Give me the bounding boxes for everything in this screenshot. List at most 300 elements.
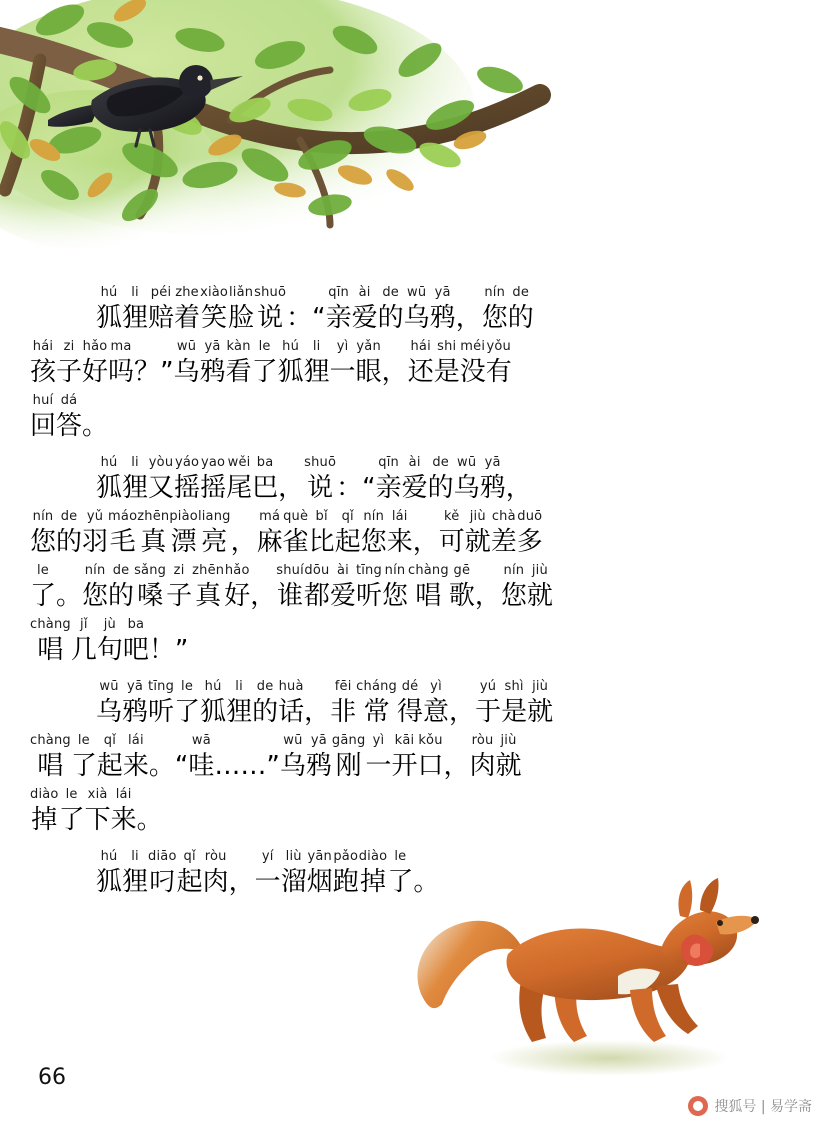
hanzi: 意 bbox=[423, 697, 450, 727]
character-cell bbox=[475, 563, 501, 613]
pinyin: jù bbox=[103, 617, 117, 632]
hanzi: 掉 bbox=[360, 867, 387, 897]
hanzi: 毛 bbox=[109, 527, 136, 557]
character-cell bbox=[387, 509, 413, 559]
character-cell bbox=[278, 455, 304, 505]
pinyin: li bbox=[235, 679, 243, 694]
character-cell bbox=[304, 563, 330, 613]
pinyin: de bbox=[382, 285, 399, 300]
pinyin: jǐ bbox=[80, 617, 88, 632]
hanzi: 多 bbox=[516, 527, 543, 557]
hanzi: 乌 bbox=[279, 751, 306, 781]
character-cell bbox=[304, 455, 336, 505]
character-cell bbox=[439, 509, 465, 559]
pinyin: tīng bbox=[355, 563, 382, 578]
character-cell bbox=[224, 563, 250, 613]
hanzi: 亲 bbox=[325, 303, 352, 333]
character-cell bbox=[30, 339, 56, 389]
pinyin: liang bbox=[197, 509, 231, 524]
pinyin: tīng bbox=[148, 679, 175, 694]
hanzi: 看 bbox=[225, 357, 252, 387]
character-cell bbox=[148, 679, 174, 729]
pinyin: yā bbox=[204, 339, 221, 354]
pinyin: wū bbox=[407, 285, 427, 300]
pinyin: jiù bbox=[531, 563, 548, 578]
pinyin: lái bbox=[128, 733, 144, 748]
pinyin: qīn bbox=[328, 285, 349, 300]
hanzi: 狐 bbox=[200, 697, 227, 727]
character-cell bbox=[506, 455, 532, 505]
character-cell bbox=[108, 563, 134, 613]
hanzi: 羽 bbox=[82, 527, 109, 557]
pinyin: ròu bbox=[204, 849, 227, 864]
hanzi: 又 bbox=[148, 473, 175, 503]
pinyin: ròu bbox=[471, 733, 494, 748]
character-cell bbox=[283, 509, 309, 559]
pinyin: gāng bbox=[331, 733, 366, 748]
pinyin: wěi bbox=[227, 455, 251, 470]
character-cell bbox=[200, 679, 226, 729]
hanzi: ， bbox=[443, 751, 470, 781]
hanzi: 就 bbox=[464, 527, 491, 557]
hanzi: ……” bbox=[214, 751, 280, 781]
pinyin: yā bbox=[126, 679, 144, 694]
hanzi: 一 bbox=[329, 357, 356, 387]
pinyin: liǎn bbox=[228, 285, 254, 300]
hanzi: 摇 bbox=[200, 473, 227, 503]
pinyin: le bbox=[37, 563, 50, 578]
pinyin: li bbox=[131, 285, 139, 300]
hanzi: ， bbox=[278, 473, 305, 503]
character-cell bbox=[276, 563, 304, 613]
hanzi: 口 bbox=[417, 751, 444, 781]
hanzi: 乌 bbox=[96, 697, 123, 727]
pinyin: le bbox=[258, 339, 271, 354]
hanzi: 比 bbox=[308, 527, 335, 557]
page-number: 66 bbox=[38, 1065, 66, 1090]
character-cell bbox=[97, 733, 123, 783]
pinyin: yì bbox=[430, 679, 442, 694]
character-cell bbox=[465, 509, 491, 559]
pinyin: zhe bbox=[175, 285, 199, 300]
hanzi: 非 bbox=[330, 697, 357, 727]
hanzi: ， bbox=[474, 581, 501, 611]
hanzi: 唱 bbox=[415, 581, 442, 611]
pinyin: yǎn bbox=[356, 339, 381, 354]
pinyin: diào bbox=[30, 787, 59, 802]
hanzi: 起 bbox=[334, 527, 361, 557]
character-cell bbox=[228, 285, 254, 335]
hanzi: 。“ bbox=[148, 751, 189, 781]
hanzi: 乌 bbox=[403, 303, 430, 333]
hanzi: 您 bbox=[30, 527, 57, 557]
hanzi: 脸 bbox=[228, 303, 255, 333]
pinyin: sǎng bbox=[134, 563, 167, 578]
hanzi: 爱 bbox=[401, 473, 428, 503]
pinyin: le bbox=[77, 733, 90, 748]
pinyin: ài bbox=[336, 563, 349, 578]
pinyin: zhēn bbox=[192, 563, 225, 578]
hanzi: ， bbox=[230, 527, 257, 557]
pinyin: ài bbox=[358, 285, 371, 300]
hanzi: 狸 bbox=[122, 303, 149, 333]
text-line bbox=[30, 679, 770, 729]
hanzi: 于 bbox=[475, 697, 502, 727]
character-cell bbox=[198, 509, 231, 559]
character-cell bbox=[137, 509, 169, 559]
hanzi: 说 bbox=[307, 473, 334, 503]
character-cell bbox=[307, 849, 333, 899]
character-cell bbox=[359, 849, 388, 899]
hanzi: ， bbox=[449, 697, 476, 727]
hanzi: 着 bbox=[174, 303, 201, 333]
pinyin: yǒu bbox=[486, 339, 511, 354]
hanzi: 您 bbox=[360, 527, 387, 557]
pinyin: chàng bbox=[30, 617, 71, 632]
hanzi: 好 bbox=[82, 357, 109, 387]
character-cell bbox=[203, 849, 229, 899]
character-cell bbox=[378, 285, 404, 335]
pinyin: wū bbox=[457, 455, 477, 470]
character-cell bbox=[280, 733, 306, 783]
hanzi: ：“ bbox=[336, 473, 376, 503]
character-cell bbox=[257, 509, 283, 559]
character-cell bbox=[30, 393, 56, 443]
pinyin: wū bbox=[99, 679, 119, 694]
pinyin: li bbox=[131, 455, 139, 470]
character-cell bbox=[56, 509, 82, 559]
hanzi: 一 bbox=[254, 867, 281, 897]
pinyin: wū bbox=[283, 733, 303, 748]
character-cell bbox=[402, 455, 428, 505]
character-cell bbox=[482, 285, 508, 335]
pinyin: nín bbox=[84, 563, 106, 578]
pinyin: yí bbox=[261, 849, 274, 864]
character-cell bbox=[254, 285, 286, 335]
character-cell bbox=[430, 285, 456, 335]
text-line bbox=[30, 393, 770, 443]
hanzi: 鸦 bbox=[199, 357, 226, 387]
hanzi: 眼 bbox=[355, 357, 382, 387]
character-cell bbox=[30, 563, 56, 613]
hanzi: ， bbox=[381, 357, 408, 387]
pinyin: chàng bbox=[30, 733, 71, 748]
hanzi: 真 bbox=[195, 581, 222, 611]
pinyin: méi bbox=[460, 339, 486, 354]
pinyin: qīn bbox=[378, 455, 399, 470]
pinyin: piào bbox=[169, 509, 198, 524]
character-cell bbox=[122, 285, 148, 335]
hanzi: 乌 bbox=[453, 473, 480, 503]
pinyin: nín bbox=[32, 509, 54, 524]
character-cell bbox=[449, 679, 475, 729]
pinyin: yā bbox=[310, 733, 327, 748]
hanzi: ， bbox=[412, 527, 439, 557]
hanzi: ！” bbox=[148, 635, 189, 665]
hanzi: 还 bbox=[407, 357, 434, 387]
hanzi: 了 bbox=[174, 697, 201, 727]
character-cell bbox=[501, 679, 527, 729]
hanzi: ， bbox=[228, 867, 255, 897]
pinyin: yān bbox=[307, 849, 332, 864]
pinyin: xiào bbox=[200, 285, 229, 300]
pinyin: li bbox=[131, 849, 139, 864]
hanzi: 麻 bbox=[256, 527, 283, 557]
pinyin: chà bbox=[491, 509, 516, 524]
hanzi: 了 bbox=[251, 357, 278, 387]
character-cell bbox=[449, 563, 475, 613]
lesson-text-body bbox=[30, 285, 770, 911]
text-line bbox=[30, 563, 770, 613]
pinyin: bǐ bbox=[315, 509, 328, 524]
character-cell bbox=[330, 339, 356, 389]
pinyin: lái bbox=[391, 509, 408, 524]
character-cell bbox=[82, 339, 108, 389]
hanzi: 笑 bbox=[201, 303, 228, 333]
character-cell bbox=[496, 733, 522, 783]
pinyin: nín bbox=[384, 563, 406, 578]
character-cell bbox=[413, 849, 439, 899]
pinyin: shuō bbox=[304, 455, 337, 470]
pinyin: le bbox=[394, 849, 407, 864]
character-cell bbox=[408, 563, 449, 613]
pinyin: pǎo bbox=[333, 849, 359, 864]
pinyin: hǎo bbox=[82, 339, 108, 354]
hanzi: 常 bbox=[363, 697, 390, 727]
pinyin: péi bbox=[150, 285, 172, 300]
character-cell bbox=[231, 509, 257, 559]
pinyin: má bbox=[259, 509, 281, 524]
character-cell bbox=[96, 849, 122, 899]
character-cell bbox=[149, 617, 188, 667]
pinyin: yā bbox=[434, 285, 451, 300]
paragraph bbox=[30, 679, 770, 837]
character-cell bbox=[397, 679, 423, 729]
character-cell bbox=[174, 339, 200, 389]
pinyin: fēi bbox=[334, 679, 352, 694]
pinyin: liù bbox=[285, 849, 302, 864]
hanzi: 子 bbox=[56, 357, 83, 387]
hanzi: 没 bbox=[459, 357, 486, 387]
character-cell bbox=[148, 849, 177, 899]
text-line bbox=[30, 509, 770, 559]
pinyin: kàn bbox=[226, 339, 251, 354]
character-cell bbox=[188, 733, 214, 783]
pinyin: zhēn bbox=[137, 509, 170, 524]
character-cell bbox=[56, 393, 82, 443]
character-cell bbox=[252, 679, 278, 729]
pinyin: yā bbox=[484, 455, 501, 470]
pinyin: duō bbox=[517, 509, 543, 524]
character-cell bbox=[30, 787, 59, 837]
character-cell bbox=[200, 455, 226, 505]
character-cell bbox=[174, 285, 200, 335]
character-cell bbox=[122, 849, 148, 899]
hanzi: ， bbox=[250, 581, 277, 611]
pinyin: hú bbox=[204, 679, 222, 694]
character-cell bbox=[71, 733, 97, 783]
hanzi: 下 bbox=[84, 805, 111, 835]
pinyin: kǒu bbox=[418, 733, 443, 748]
hanzi: 雀 bbox=[282, 527, 309, 557]
character-cell bbox=[134, 339, 173, 389]
character-cell bbox=[376, 455, 402, 505]
hanzi: 答 bbox=[56, 411, 83, 441]
hanzi: 鸦 bbox=[479, 473, 506, 503]
hanzi: 来 bbox=[110, 805, 137, 835]
character-cell bbox=[382, 563, 408, 613]
hanzi: 的 bbox=[252, 697, 279, 727]
hanzi: 吗 bbox=[108, 357, 135, 387]
character-cell bbox=[501, 563, 527, 613]
pinyin: gē bbox=[453, 563, 471, 578]
pinyin: yǔ bbox=[86, 509, 104, 524]
hanzi: 狐 bbox=[96, 303, 123, 333]
hanzi: ， bbox=[304, 697, 331, 727]
character-cell bbox=[200, 339, 226, 389]
hanzi: 肉 bbox=[202, 867, 229, 897]
character-cell bbox=[330, 563, 356, 613]
hanzi: 肉 bbox=[469, 751, 496, 781]
pinyin: hú bbox=[100, 849, 118, 864]
hanzi: 狸 bbox=[303, 357, 330, 387]
character-cell bbox=[508, 285, 534, 335]
character-cell bbox=[330, 679, 356, 729]
character-cell bbox=[391, 733, 417, 783]
character-cell bbox=[417, 733, 443, 783]
hanzi: 狐 bbox=[277, 357, 304, 387]
hanzi: 可 bbox=[438, 527, 465, 557]
hanzi: 狸 bbox=[226, 697, 253, 727]
character-cell bbox=[149, 733, 188, 783]
hanzi: 。 bbox=[56, 581, 83, 611]
paragraph bbox=[30, 455, 770, 667]
character-cell bbox=[527, 563, 553, 613]
hanzi: 子 bbox=[166, 581, 193, 611]
character-cell bbox=[255, 849, 281, 899]
character-cell bbox=[200, 285, 228, 335]
hanzi: 您 bbox=[381, 581, 408, 611]
pinyin: ma bbox=[110, 339, 132, 354]
hanzi: 了 bbox=[30, 581, 57, 611]
character-cell bbox=[122, 679, 148, 729]
text-line bbox=[30, 455, 770, 505]
character-cell bbox=[226, 679, 252, 729]
pinyin: nín bbox=[363, 509, 385, 524]
pinyin: xià bbox=[87, 787, 108, 802]
pinyin: hái bbox=[410, 339, 431, 354]
hanzi: ， bbox=[455, 303, 482, 333]
hanzi: 得 bbox=[397, 697, 424, 727]
hanzi: 就 bbox=[526, 581, 553, 611]
paragraph bbox=[30, 849, 770, 899]
hanzi: 吧 bbox=[122, 635, 149, 665]
character-cell bbox=[30, 733, 71, 783]
pinyin: kě bbox=[444, 509, 460, 524]
pinyin: de bbox=[256, 679, 274, 694]
hanzi: 了 bbox=[58, 805, 85, 835]
hanzi: 鸦 bbox=[122, 697, 149, 727]
pinyin: dá bbox=[60, 393, 78, 408]
pinyin: dé bbox=[401, 679, 419, 694]
pinyin: yòu bbox=[148, 455, 174, 470]
hanzi: 的 bbox=[377, 303, 404, 333]
character-cell bbox=[443, 733, 469, 783]
pinyin: cháng bbox=[356, 679, 398, 694]
character-cell bbox=[122, 455, 148, 505]
hanzi: 狐 bbox=[96, 473, 123, 503]
pinyin: lái bbox=[115, 787, 132, 802]
character-cell bbox=[123, 733, 149, 783]
hanzi: 尾 bbox=[226, 473, 253, 503]
character-cell bbox=[475, 679, 501, 729]
hanzi: 巴 bbox=[252, 473, 279, 503]
hanzi: 真 bbox=[140, 527, 167, 557]
character-cell bbox=[423, 679, 449, 729]
hanzi: 。 bbox=[413, 867, 440, 897]
pinyin: le bbox=[181, 679, 194, 694]
character-cell bbox=[134, 563, 166, 613]
character-cell bbox=[148, 455, 174, 505]
hanzi: 来 bbox=[122, 751, 149, 781]
hanzi: 了 bbox=[70, 751, 97, 781]
character-cell bbox=[309, 509, 335, 559]
hanzi: 来 bbox=[386, 527, 413, 557]
crow-illustration bbox=[48, 65, 243, 146]
text-line bbox=[30, 787, 770, 837]
character-cell bbox=[71, 617, 97, 667]
pinyin: le bbox=[65, 787, 78, 802]
character-cell bbox=[123, 617, 149, 667]
character-cell bbox=[352, 285, 378, 335]
pinyin: chàng bbox=[407, 563, 449, 578]
pinyin: huí bbox=[32, 393, 54, 408]
hanzi: 话 bbox=[278, 697, 305, 727]
hanzi: 开 bbox=[391, 751, 418, 781]
pinyin: hú bbox=[100, 285, 118, 300]
pinyin: zi bbox=[63, 339, 75, 354]
character-cell bbox=[226, 339, 252, 389]
hanzi: 听 bbox=[148, 697, 175, 727]
pinyin: hǎo bbox=[224, 563, 250, 578]
hanzi: 亲 bbox=[375, 473, 402, 503]
watermark bbox=[688, 1096, 812, 1116]
hanzi: 就 bbox=[495, 751, 522, 781]
pinyin: ài bbox=[408, 455, 421, 470]
character-cell bbox=[108, 339, 134, 389]
character-cell bbox=[278, 339, 304, 389]
hanzi: 好 bbox=[224, 581, 251, 611]
pinyin: ba bbox=[256, 455, 274, 470]
text-line bbox=[30, 617, 770, 667]
pinyin: hái bbox=[32, 339, 54, 354]
character-cell bbox=[56, 339, 82, 389]
pinyin: zi bbox=[173, 563, 185, 578]
character-cell bbox=[96, 455, 122, 505]
hanzi: ：“ bbox=[286, 303, 326, 333]
text-line bbox=[30, 849, 770, 899]
hanzi: 有 bbox=[485, 357, 512, 387]
pinyin: qǐ bbox=[341, 509, 354, 524]
pinyin: yì bbox=[372, 733, 385, 748]
hanzi: 听 bbox=[355, 581, 382, 611]
pinyin: de bbox=[112, 563, 130, 578]
pinyin: jiù bbox=[469, 509, 486, 524]
hanzi: 您 bbox=[82, 581, 109, 611]
pinyin: wā bbox=[191, 733, 211, 748]
pinyin: wū bbox=[176, 339, 197, 354]
character-cell bbox=[404, 285, 430, 335]
